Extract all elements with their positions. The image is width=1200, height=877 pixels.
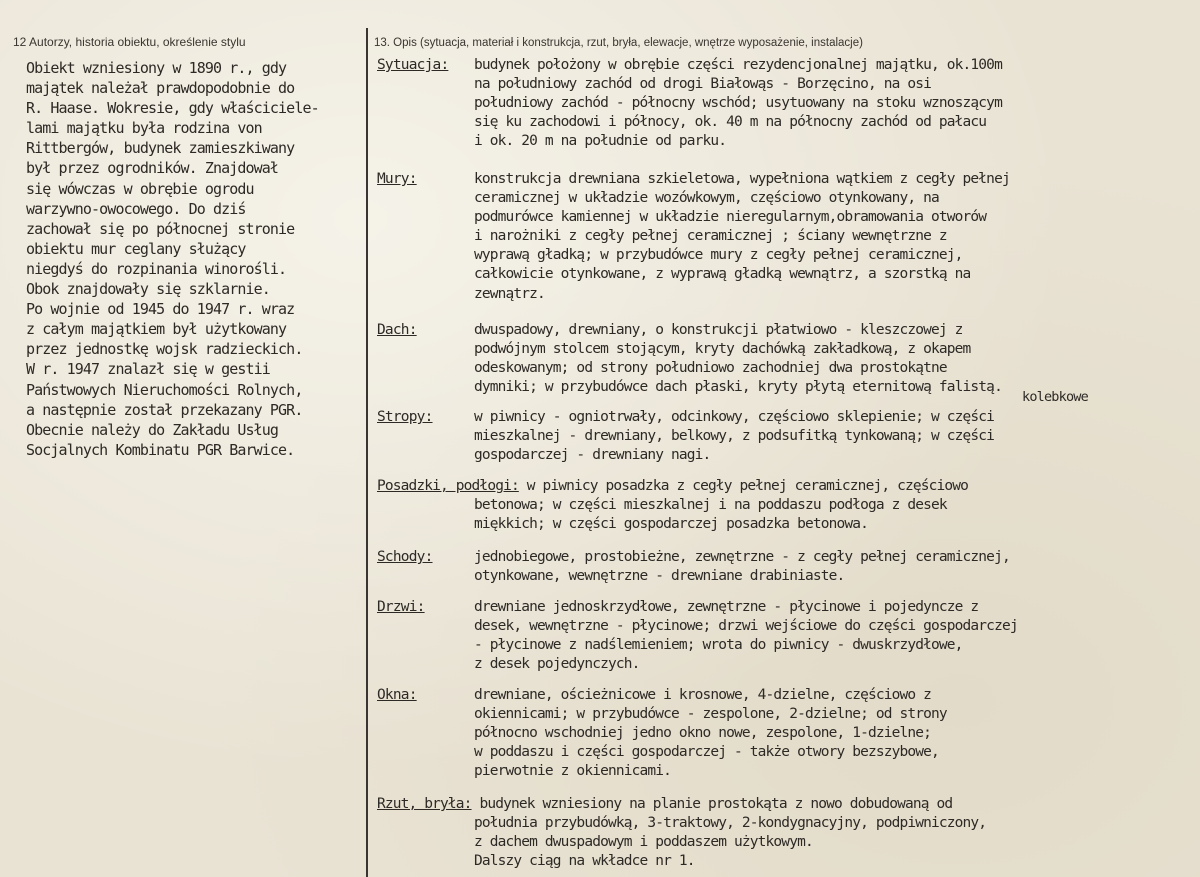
section-body	[474, 548, 1196, 586]
section-label: Dach:	[377, 322, 417, 338]
section-line: drewniane jednoskrzydłowe, zewnętrzne - płycinowe i pojedyncze z	[474, 599, 979, 615]
history-line: zachował się po północnej stronie	[26, 219, 295, 238]
section-line: odeskowanym; od strony południowo zachodniej dwa prostokątne	[474, 360, 947, 377]
section-line: podmurówce kamiennej w układzie nieregularnym,obramowania otworów	[474, 209, 987, 226]
left-panel-header: 12 Autorzy, historia obiektu, określenie stylu	[13, 35, 246, 49]
section-line: podwójnym stolcem stojącym, kryty dachówką zakładkową, z okapem	[474, 341, 971, 358]
section-line: pierwotnie z okiennicami.	[474, 763, 671, 780]
section-line: konstrukcja drewniana szkieletowa, wypełniona wątkiem z cegły pełnej	[474, 171, 1010, 187]
section-line: w piwnicy posadzka z cegły pełnej ceramicznej, częściowo	[526, 478, 969, 494]
history-text	[26, 58, 364, 460]
section-line: z desek pojedynczych.	[474, 656, 640, 673]
history-line: Rittbergów, budynek zamieszkiwany	[26, 139, 295, 158]
section-line: z dachem dwuspadowym i poddaszem użytkowym.	[474, 834, 813, 851]
section-line: budynek wzniesiony na planie prostokąta z nowo dobudowaną od	[479, 796, 953, 812]
section-first-line	[0, 477, 969, 496]
history-line: lami majątku była rodzina von	[26, 119, 262, 138]
section-line: zewnątrz.	[474, 285, 545, 302]
section-body	[474, 408, 1196, 465]
history-line: przez jednostkę wojsk radzieckich.	[26, 340, 303, 359]
history-line: obiektu mur ceglany służący	[26, 239, 246, 258]
history-line: z całym majątkiem był użytkowany	[26, 320, 287, 339]
section-label: Okna:	[377, 687, 417, 703]
right-panel-header: 13. Opis (sytuacja, materiał i konstrukcja, rzut, bryła, elewacje, wnętrze wyposażenie, instalacje)	[374, 37, 863, 49]
section-line: desek, wewnętrzne - płycinowe; drzwi wejściowe do części gospodarczej	[474, 618, 1018, 635]
history-line: warzywno-owocowego. Do dziś	[26, 199, 246, 218]
section-line: w piwnicy - ogniotrwały, odcinkowy, częściowo sklepienie; w części	[474, 409, 995, 425]
section-line: południowy zachód - północny wschód; usytuowany na stoku wznoszącym	[474, 95, 1002, 112]
section-body	[0, 477, 969, 534]
section-line: północno wschodniej jedno okno nowe, zespolone, 1-dzielne;	[474, 725, 932, 742]
section-line: na południowy zachód od drogi Białowąs - Borzęcino, na osi	[474, 76, 932, 93]
section-body	[474, 170, 1196, 304]
history-line: był przez ogrodników. Znajdował	[26, 159, 279, 178]
section-line: drewniane, ościeżnicowe i krosnowe, 4-dzielne, częściowo z	[474, 687, 932, 703]
section-line: w poddaszu i części gospodarczej - także otwory bezszybowe,	[474, 744, 939, 761]
history-line: Państwowych Nieruchomości Rolnych,	[26, 380, 303, 399]
section-line: gospodarczej - drewniany nagi.	[474, 447, 711, 464]
history-line: się wówczas w obrębie ogrodu	[26, 179, 254, 198]
overtyped-correction: kolebkowe	[1022, 389, 1088, 405]
history-line: a następnie został przekazany PGR.	[26, 400, 303, 419]
section-line: okiennicami; w przybudówce - zespolone, 2-dzielne; od strony	[474, 706, 947, 723]
history-line: W r. 1947 znalazł się w gestii	[26, 360, 270, 379]
history-line: Socjalnych Kombinatu PGR Barwice.	[26, 440, 295, 459]
section-line: dymniki; w przybudówce dach płaski, kryty płytą eternitową falistą.	[474, 379, 1002, 396]
history-line: majątek należał prawdopodobnie do	[26, 79, 295, 98]
section-first-line	[0, 795, 953, 814]
section-line: miękkich; w części gospodarczej posadzka betonowa.	[474, 516, 868, 533]
section-line: ceramicznej w układzie wozówkowym, częściowo otynkowany, na	[474, 190, 939, 207]
history-line: Obecnie należy do Zakładu Usług	[26, 420, 279, 439]
section-line: dwuspadowy, drewniany, o konstrukcji płatwiowo - kleszczowej z	[474, 322, 963, 338]
section-line: wyprawą gładką; w przybudówce mury z cegły pełnej ceramicznej,	[474, 247, 963, 264]
section-line: mieszkalnej - drewniany, belkowy, z podsufitką tynkowaną; w części	[474, 428, 995, 445]
section-line: otynkowane, wewnętrzne - drewniane drabiniaste.	[474, 568, 845, 585]
section-label: Schody:	[377, 549, 433, 565]
section-body	[474, 598, 1196, 674]
section-line: południa przybudówką, 3-traktowy, 2-kondygnacyjny, podpiwniczony,	[474, 815, 987, 832]
section-body	[474, 321, 1196, 397]
section-body	[474, 686, 1196, 781]
section-line: betonowa; w części mieszkalnej i na poddaszu podłoga z desek	[474, 497, 947, 514]
history-line: niegdyś do rozpinania winorośli.	[26, 259, 287, 278]
section-label: Stropy:	[377, 409, 433, 425]
section-line: się ku zachodowi i północy, ok. 40 m na północny zachód od pałacu	[474, 114, 987, 131]
section-line: budynek położony w obrębie części rezydencjonalnej majątku, ok.100m	[474, 57, 1002, 73]
section-line: i narożniki z cegły pełnej ceramicznej ; ściany wewnętrzne z	[474, 228, 947, 245]
history-line: R. Haase. Wokresie, gdy właściciele-	[26, 99, 319, 118]
section-body	[474, 56, 1196, 151]
section-body	[0, 795, 987, 871]
section-line: - płycinowe z nadślemieniem; wrota do piwnicy - dwuskrzydłowe,	[474, 637, 963, 654]
section-label: Rzut, bryła:	[377, 796, 472, 812]
section-line: jednobiegowe, prostobieżne, zewnętrzne - z cegły pełnej ceramicznej,	[474, 549, 1010, 565]
section-label: Mury:	[377, 171, 417, 187]
history-line: Obok znajdowały się szklarnie.	[26, 280, 270, 299]
section-label: Sytuacja:	[377, 57, 449, 73]
column-divider	[366, 28, 368, 877]
section-line: całkowicie otynkowane, z wyprawą gładką wewnątrz, a szorstką na	[474, 266, 971, 283]
section-label: Drzwi:	[377, 599, 425, 615]
history-line: Obiekt wzniesiony w 1890 r., gdy	[26, 59, 287, 77]
section-line: i ok. 20 m na południe od parku.	[474, 133, 727, 150]
history-line: Po wojnie od 1945 do 1947 r. wraz	[26, 300, 295, 319]
section-label: Posadzki, podłogi:	[377, 478, 519, 494]
section-line: Dalszy ciąg na wkładce nr 1.	[474, 853, 695, 870]
